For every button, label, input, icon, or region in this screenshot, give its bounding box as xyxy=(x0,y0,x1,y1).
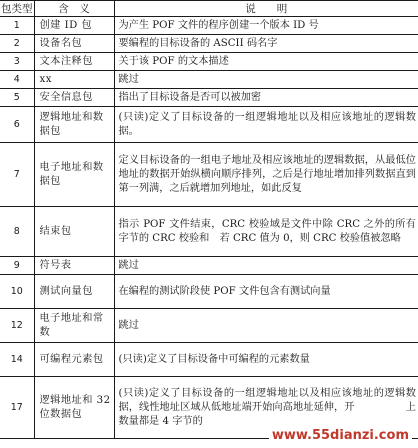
packet-code: 6 xyxy=(0,107,34,143)
table-row xyxy=(0,107,418,143)
site-watermark: www.55dianzi.com xyxy=(269,427,412,444)
packet-description: 为产生 POF 文件的程序创建一个版本 ID 号 xyxy=(114,17,418,35)
table-row xyxy=(0,17,418,35)
table-row xyxy=(0,309,418,343)
table-row xyxy=(0,343,418,377)
packet-name: 逻辑地址和数据包 xyxy=(34,107,114,143)
packet-name: 测试向量包 xyxy=(34,275,114,309)
header-packet-type: 包类型 xyxy=(1,2,33,15)
packet-code: 8 xyxy=(0,207,34,257)
table-row xyxy=(0,89,418,107)
packet-name: 逻辑地址和 32 位数据包 xyxy=(34,377,114,439)
table-row xyxy=(0,257,418,275)
packet-code: 9 xyxy=(0,257,34,275)
packet-code: 3 xyxy=(0,53,34,71)
packet-name: 创建 ID 包 xyxy=(34,17,114,35)
packet-name: 设备名包 xyxy=(34,35,114,53)
packet-code: 7 xyxy=(0,143,34,207)
packet-name: 结束包 xyxy=(34,207,114,257)
packet-description: (只读)定义了目标设备中可编程的元素数量 xyxy=(114,343,418,377)
table-header-row xyxy=(0,1,418,17)
packet-code: 12 xyxy=(0,309,34,343)
packet-description: (只读)定义了目标设备的一组逻辑地址以及相应该地址的逻辑数据。 xyxy=(114,107,418,143)
packet-description: 跳过 xyxy=(114,71,418,89)
packet-description: 定义目标设备的一组电子地址及相应该地址的逻辑数据，从最低位地址的数据开始纵横向顺序排列，之后是行地址增加排列数据直到第一列满，之后就增加列地址，如此反复 xyxy=(114,143,418,207)
packet-description: 关于该 POF 的文本描述 xyxy=(114,53,418,71)
table-row xyxy=(0,275,418,309)
packet-name: 可编程元素包 xyxy=(34,343,114,377)
packet-description: 在编程的测试阶段使 POF 文件包含有测试向量 xyxy=(114,275,418,309)
packet-name: xx xyxy=(34,71,114,89)
packet-code: 5 xyxy=(0,89,34,107)
header-description: 说 明 xyxy=(114,1,418,17)
packet-description: 指出了目标设备是否可以被加密 xyxy=(114,89,418,107)
packet-name: 符号表 xyxy=(34,257,114,275)
packet-code: 10 xyxy=(0,275,34,309)
packet-description: 跳过 xyxy=(114,257,418,275)
packet-code: 4 xyxy=(0,71,34,89)
packet-description: 指示 POF 文件结束，CRC 校验域是文件中除 CRC 之外的所有字节的 CRC 校验和 若 CRC 值为 0，则 CRC 校验值被忽略 xyxy=(114,207,418,257)
packet-code: 2 xyxy=(0,35,34,53)
table-row xyxy=(0,207,418,257)
header-meaning: 含 义 xyxy=(34,1,114,17)
table-row xyxy=(0,53,418,71)
table-row xyxy=(0,35,418,53)
packet-name: 电子地址和数据包 xyxy=(34,143,114,207)
packet-name: 电子地址和常数 xyxy=(34,309,114,343)
packet-code: 17 xyxy=(0,377,34,439)
packet-code: 1 xyxy=(0,17,34,35)
packet-description: 要编程的目标设备的 ASCII 码名字 xyxy=(114,35,418,53)
packet-name: 文本注释包 xyxy=(34,53,114,71)
packet-description: 跳过 xyxy=(114,309,418,343)
table-row xyxy=(0,71,418,89)
table-row xyxy=(0,143,418,207)
packet-description: (只读)定义了目标设备的一组逻辑地址以及相应该地址的逻辑数据，线性地址区域从低地址端开始向高地址延伸，开 上数量都是 4 字节的 xyxy=(114,377,418,439)
packet-code: 14 xyxy=(0,343,34,377)
packet-name: 安全信息包 xyxy=(34,89,114,107)
